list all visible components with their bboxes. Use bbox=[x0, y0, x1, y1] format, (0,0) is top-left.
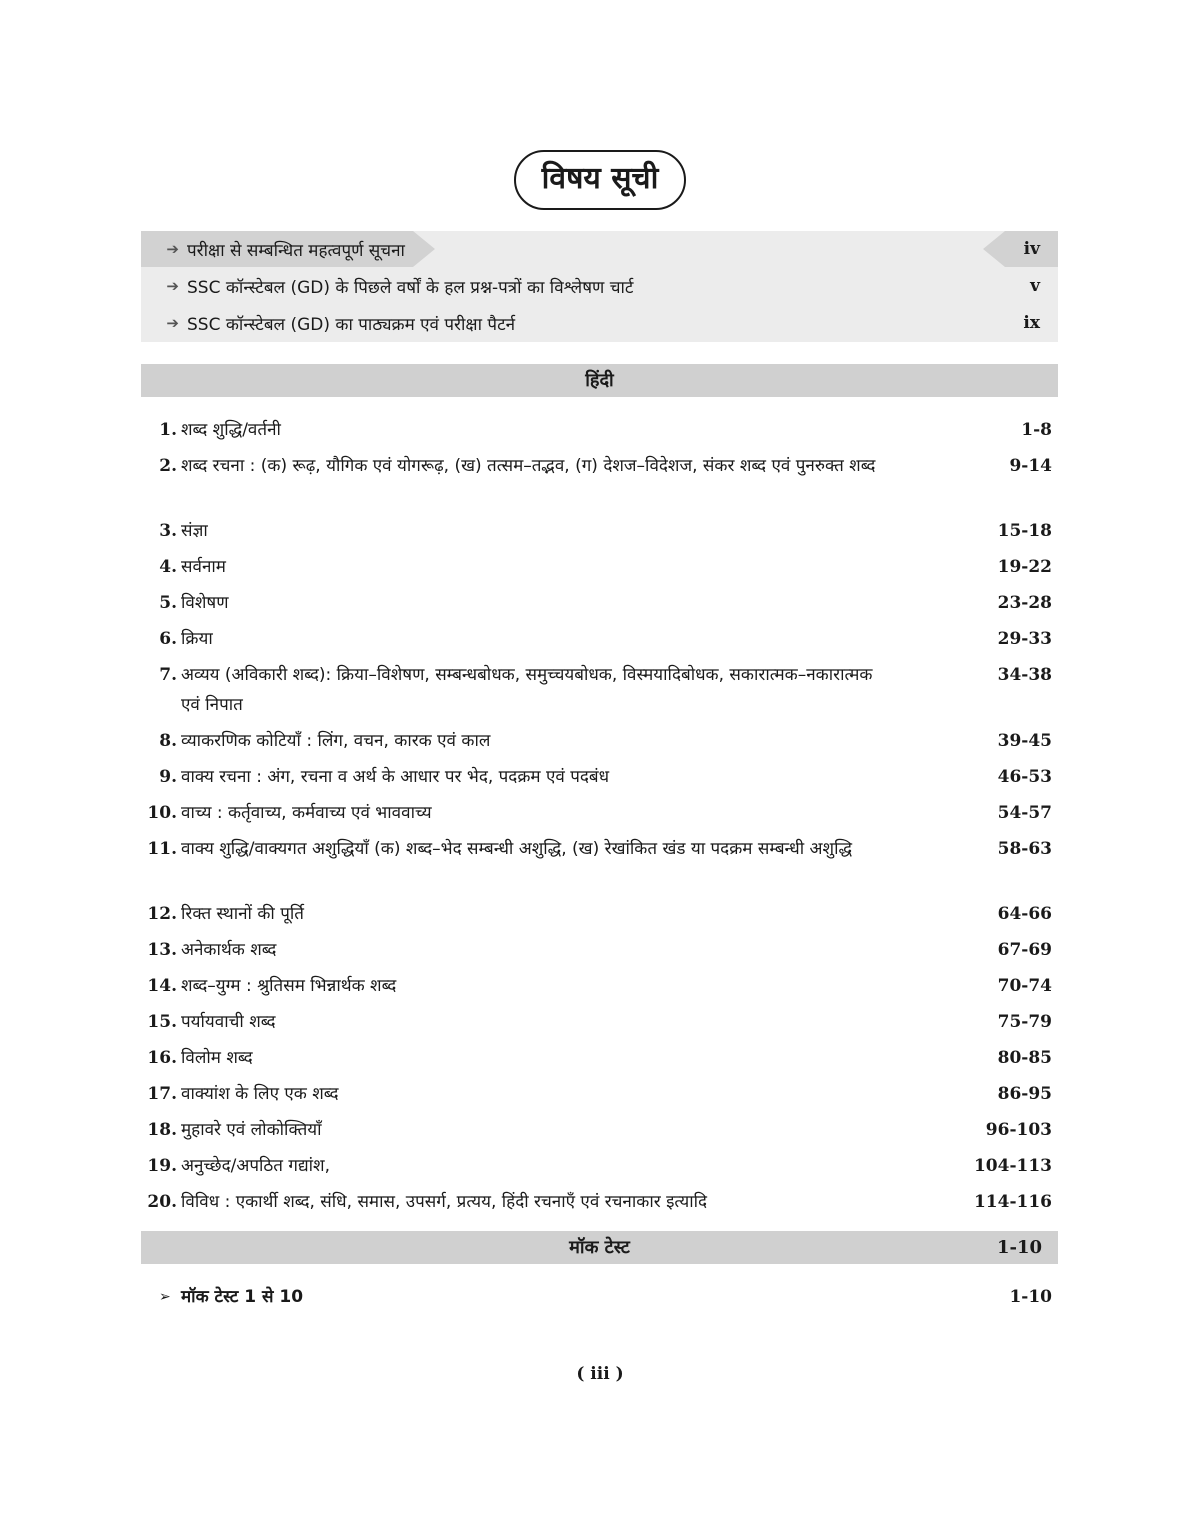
toc-item-page: 64-66 bbox=[997, 904, 1052, 924]
intro-item-label: परीक्षा से सम्बन्धित महत्वपूर्ण सूचना bbox=[187, 240, 405, 261]
toc-item-number: 11. bbox=[147, 839, 177, 859]
toc-item-page: 1-8 bbox=[1021, 420, 1052, 440]
toc-item-label: विविध : एकार्थी शब्द, संधि, समास, उपसर्ग, प्रत्यय, हिंदी रचनाएँ एवं रचनाकार इत्यादि bbox=[181, 1192, 708, 1212]
toc-item-number: 17. bbox=[147, 1084, 177, 1104]
section-title: मॉक टेस्ट bbox=[569, 1237, 630, 1258]
toc-item-number: 14. bbox=[147, 976, 177, 996]
mock-test-page: 1-10 bbox=[1009, 1287, 1052, 1307]
toc-item-page: 80-85 bbox=[997, 1048, 1052, 1068]
toc-item-page: 9-14 bbox=[1009, 456, 1052, 476]
mock-test-label: मॉक टेस्ट 1 से 10 bbox=[181, 1287, 304, 1307]
toc-item-page: 67-69 bbox=[997, 940, 1052, 960]
arrowhead-right-icon: ➢ bbox=[159, 1289, 171, 1305]
toc-item-page: 34-38 bbox=[997, 665, 1052, 685]
title-wrap bbox=[0, 150, 1200, 210]
intro-item-page: iv bbox=[1023, 239, 1040, 259]
section-header-hindi bbox=[141, 364, 1058, 397]
toc-item-number: 10. bbox=[147, 803, 177, 823]
toc-item-label: शब्द रचना : (क) रूढ़, यौगिक एवं योगरूढ़, (ख) तत्सम–तद्भव, (ग) देशज–विदेशज, संकर शब्द एवं पुनरुक्त शब्द bbox=[181, 456, 876, 476]
toc-item-label: वाच्य : कर्तृवाच्य, कर्मवाच्य एवं भाववाच्य bbox=[181, 803, 432, 823]
toc-item-page: 75-79 bbox=[997, 1012, 1052, 1032]
page-number: ( iii ) bbox=[576, 1364, 624, 1384]
toc-item-number: 20. bbox=[147, 1192, 177, 1212]
toc-item-number: 4. bbox=[159, 557, 177, 577]
arrow-right-icon: ➔ bbox=[166, 314, 179, 332]
toc-item-label: क्रिया bbox=[181, 629, 213, 649]
toc-item-label: अनेकार्थक शब्द bbox=[181, 940, 277, 960]
toc-item-label: शब्द–युग्म : श्रुतिसम भिन्नार्थक शब्द bbox=[181, 976, 397, 996]
section-header-mock-test bbox=[141, 1231, 1058, 1264]
toc-item-number: 7. bbox=[159, 665, 177, 685]
toc-item-page: 46-53 bbox=[997, 767, 1052, 787]
toc-item-label: सर्वनाम bbox=[181, 557, 226, 577]
arrow-right-icon: ➔ bbox=[166, 240, 179, 258]
toc-item-number: 5. bbox=[159, 593, 177, 613]
toc-item-page: 29-33 bbox=[997, 629, 1052, 649]
toc-item-label: संज्ञा bbox=[181, 521, 208, 541]
toc-item-label: रिक्त स्थानों की पूर्ति bbox=[181, 904, 304, 924]
toc-item-page: 96-103 bbox=[985, 1120, 1052, 1140]
intro-item[interactable] bbox=[141, 268, 1058, 304]
toc-item-number: 9. bbox=[159, 767, 177, 787]
toc-item-page: 86-95 bbox=[997, 1084, 1052, 1104]
toc-item-label: वाक्य शुद्धि/वाक्यगत अशुद्धियाँ (क) शब्द–भेद सम्बन्धी अशुद्धि, (ख) रेखांकित खंड या पदक्रम सम्बन्धी अशुद्धि bbox=[181, 839, 853, 859]
toc-item-number: 6. bbox=[159, 629, 177, 649]
toc-item-page: 104-113 bbox=[973, 1156, 1052, 1176]
intro-item[interactable] bbox=[141, 231, 1058, 267]
toc-item-label: अव्यय (अविकारी शब्द): क्रिया–विशेषण, सम्बन्धबोधक, समुच्चयबोधक, विस्मयादिबोधक, सकारात्मक–नकारात्मक एवं निपात bbox=[181, 665, 873, 715]
toc-item-label: शब्द शुद्धि/वर्तनी bbox=[181, 420, 281, 440]
toc-item-number: 8. bbox=[159, 731, 177, 751]
page-title: विषय सूची bbox=[514, 150, 687, 210]
toc-item-number: 13. bbox=[147, 940, 177, 960]
toc-item-label: पर्यायवाची शब्द bbox=[181, 1012, 276, 1032]
toc-item-number: 16. bbox=[147, 1048, 177, 1068]
toc-item-label: व्याकरणिक कोटियाँ : लिंग, वचन, कारक एवं काल bbox=[181, 731, 491, 751]
toc-item-number: 1. bbox=[159, 420, 177, 440]
toc-item-page: 23-28 bbox=[997, 593, 1052, 613]
toc-item-page: 39-45 bbox=[997, 731, 1052, 751]
intro-item-label: SSC कॉन्स्टेबल (GD) का पाठ्यक्रम एवं परीक्षा पैटर्न bbox=[187, 314, 516, 335]
arrow-right-icon: ➔ bbox=[166, 277, 179, 295]
toc-item-number: 18. bbox=[147, 1120, 177, 1140]
intro-item[interactable] bbox=[141, 305, 1058, 341]
section-title: हिंदी bbox=[585, 370, 614, 391]
intro-item-page: v bbox=[1030, 276, 1040, 296]
intro-item-label: SSC कॉन्स्टेबल (GD) के पिछले वर्षों के हल प्रश्न-पत्रों का विश्लेषण चार्ट bbox=[187, 277, 634, 298]
toc-item-page: 58-63 bbox=[997, 839, 1052, 859]
toc-item-number: 2. bbox=[159, 456, 177, 476]
intro-item-page: ix bbox=[1023, 313, 1040, 333]
toc-item-page: 15-18 bbox=[997, 521, 1052, 541]
toc-item-label: वाक्यांश के लिए एक शब्द bbox=[181, 1084, 339, 1104]
toc-item-page: 19-22 bbox=[997, 557, 1052, 577]
toc-item-label: वाक्य रचना : अंग, रचना व अर्थ के आधार पर भेद, पदक्रम एवं पदबंध bbox=[181, 767, 610, 787]
toc-item-label: मुहावरे एवं लोकोक्तियाँ bbox=[181, 1120, 322, 1140]
toc-item-label: विलोम शब्द bbox=[181, 1048, 253, 1068]
toc-item-number: 3. bbox=[159, 521, 177, 541]
toc-item-number: 19. bbox=[147, 1156, 177, 1176]
toc-item-page: 114-116 bbox=[973, 1192, 1052, 1212]
toc-item-page: 70-74 bbox=[997, 976, 1052, 996]
toc-item-page: 54-57 bbox=[997, 803, 1052, 823]
toc-item-label: विशेषण bbox=[181, 593, 229, 613]
toc-item-number: 15. bbox=[147, 1012, 177, 1032]
toc-item-number: 12. bbox=[147, 904, 177, 924]
toc-item-label: अनुच्छेद/अपठित गद्यांश, bbox=[181, 1156, 331, 1176]
section-page: 1-10 bbox=[996, 1237, 1042, 1258]
